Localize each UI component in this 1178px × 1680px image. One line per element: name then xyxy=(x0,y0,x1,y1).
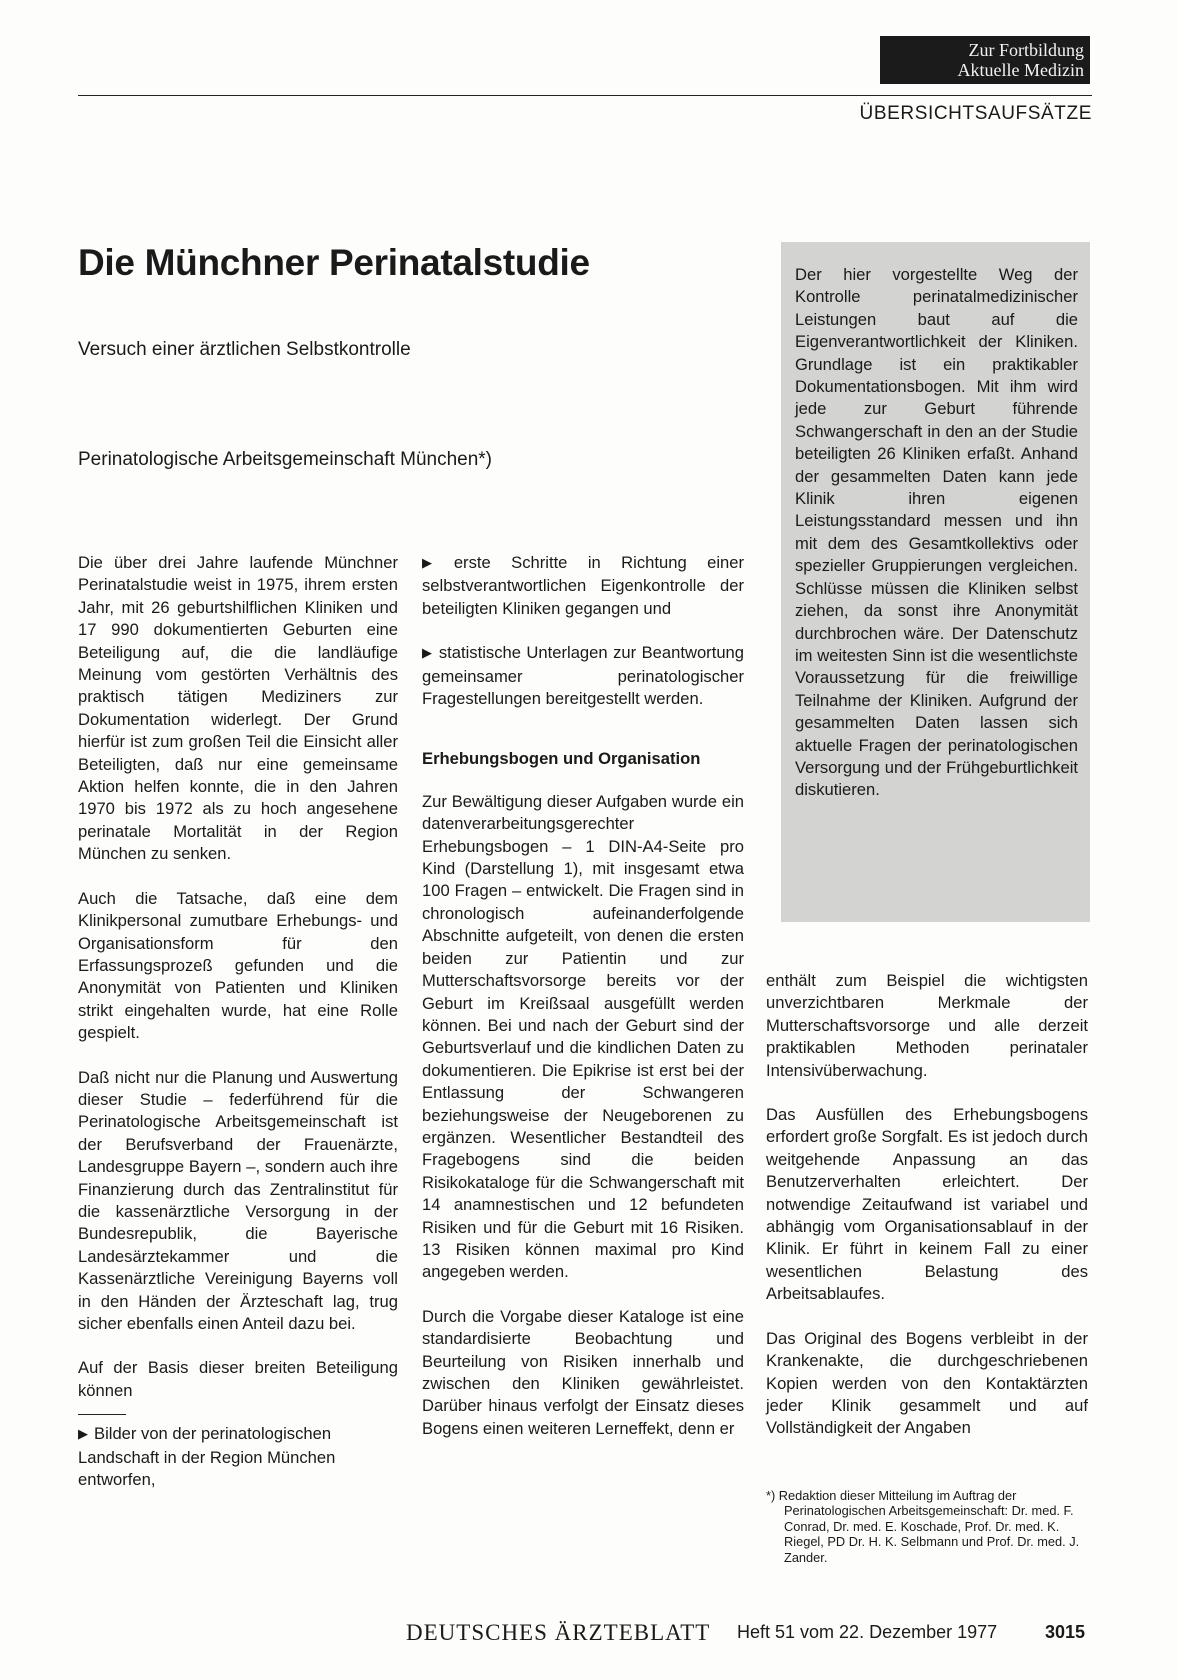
paragraph: Das Ausfüllen des Erhebungsbogens erfordert große Sorgfalt. Es ist jedoch durch weitgehende Anpassung an das Benutzerverhalten erleichtert. Der notwendige Zeitaufwand ist variabel und abhängig vom Organisationsablauf in der Klinik. Er führt in keinem Fall zu einer wesentlichen Belastung des Arbeitsablaufes. xyxy=(766,1105,1088,1304)
footnote-rule xyxy=(78,1414,126,1415)
article-title: Die Münchner Perinatalstudie xyxy=(78,242,590,283)
footer-journal-name: DEUTSCHES ÄRZTEBLATT xyxy=(406,1620,711,1645)
paragraph: Das Original des Bogens verbleibt in der Krankenakte, die durchgeschriebenen Kopien werden von den Kontaktärzten jeder Klinik gesammelt und auf Vollständigkeit der Angaben xyxy=(766,1328,1088,1438)
badge-line-fortbildung: Zur Fortbildung xyxy=(968,40,1084,60)
paragraph: Durch die Vorgabe dieser Kataloge ist eine standardisierte Beobachtung und Beurteilung von Risiken innerhalb und zwischen den Kliniken gewährleistet. Darüber hinaus verfolgt der Einsatz dieses Bogens einen weiteren Lerneffekt, denn er xyxy=(422,1306,744,1438)
text-column-2 xyxy=(422,552,744,1462)
section-heading: Erhebungsbogen und Organisation xyxy=(422,749,701,769)
bullet-text: statistische Unterlagen zur Beantwortung gemeinsamer perinatologischer Fragestellungen bereitgestellt werden. xyxy=(422,643,745,709)
paragraph: Auch die Tatsache, daß eine dem Klinikpersonal zumutbare Erhebungs- und Organisationsform für den Erfassungsprozeß gefunden und die Anonymität von Patienten und Kliniken strikt eingehalten wurde, hat eine Rolle gespielt. xyxy=(78,888,398,1043)
summary-text: Der hier vorgestellte Weg der Kontrolle perinatalmedizinischer Leistungen baut auf die Eigenverantwortlichkeit der Kliniken. Grundlage ist ein praktikabler Dokumentationsbogen. Mit ihm wird jede zur Geburt führende Schwangerschaft in den an der Studie beteiligten 26 Kliniken erfaßt. Anhand der gesammelten Daten kann jede Klinik ihren eigenen Leistungsstandard messen und ihn mit dem des Gesamtkollektivs oder spezieller Gruppierungen vergleichen. Schlüsse müssen die Kliniken selbst ziehen, da sonst ihre Anonymität durchbrochen wäre. Der Datenschutz im weitesten Sinn ist die wesentlichste Voraussetzung für die freiwillige Teilnahme der Kliniken. Aufgrund der gesammelten Daten lassen sich aktuelle Fragen der perinatologischen Versorgung und der Frühgeburtlichkeit diskutieren. xyxy=(795,265,1078,800)
paragraph: Zur Bewältigung dieser Aufgaben wurde ein datenverarbeitungsgerechter Erhebungsbogen – 1 DIN-A4-Seite pro Kind (Darstellung 1), mit insgesamt etwa 100 Fragen – entwickelt. Die Fragen sind in chronologisch aufeinanderfolgende Abschnitte aufgeteilt, von denen die ersten beiden zur Patientin und zur Mutterschaftsvorsorge bereits vor der Geburt im Kreißsaal ausgefüllt werden können. Bei und nach der Geburt sind der Geburtsverlauf und die kindlichen Daten zu dokumentieren. Die Epikrise ist erst bei der Entlassung der Schwangeren beziehungsweise der Neugeborenen zu ergänzen. Wesentlicher Bestandteil des Fragebogens sind die beiden Risikokataloge für die Schwangerschaft mit 14 anamnestischen und 12 befundeten Risiken und für die Geburt mit 16 Risiken. 13 Risiken können maximal pro Kind angegeben werden. xyxy=(422,791,744,1282)
badge-line-medizin: Aktuelle Medizin xyxy=(957,60,1084,80)
paragraph: Daß nicht nur die Planung und Auswertung dieser Studie – federführend für die Perinatologische Arbeitsgemeinschaft ist der Berufsverband der Frauenärzte, Landesgruppe Bayern –, sondern auch ihre Finanzierung durch das Zentralinstitut für die kassenärztliche Versorgung in der Bundesrepublik, die Bayerische Landesärztekammer und die Kassenärztliche Vereinigung Bayerns voll in den Händen der Ärzteschaft lag, trug sicher ebenfalls einen Anteil dazu bei. xyxy=(78,1067,398,1333)
category-badge xyxy=(880,36,1090,84)
paragraph: Auf der Basis dieser breiten Beteiligung können xyxy=(78,1358,398,1400)
paragraph: Die über drei Jahre laufende Münchner Perinatalstudie weist in 1975, ihrem ersten Jahr, mit 26 geburtshilflichen Kliniken und 17 990 dokumentierten Geburten eine Beteiligung auf, die die landläufige Meinung vom gestörten Verhältnis des praktisch tätigen Mediziners zur Dokumentation widerlegt. Der Grund hierfür ist zum großen Teil die Einsicht aller Beteiligten, daß nur eine gemeinsame Aktion helfen konnte, die in den Jahren 1970 bis 1972 als zu hoch angesehene perinatale Mortalität in der Region München zu senken. xyxy=(78,553,398,864)
footnote: *) Redaktion dieser Mitteilung im Auftrag der Perinatologischen Arbeitsgemeinschaft: Dr. med. F. Conrad, Dr. med. E. Koschade, Prof. Dr. med. K. Riegel, PD Dr. H. K. Selbmann und Prof. Dr. med. J. Zander. xyxy=(766,1488,1080,1565)
bullet-text: Bilder von der perinatologischen Landschaft in der Region München entworfen, xyxy=(78,1424,336,1490)
bullet-item xyxy=(78,1423,398,1491)
summary-box xyxy=(781,242,1090,922)
text-column-1 xyxy=(78,552,398,1513)
article-author: Perinatologische Arbeitsgemeinschaft München*) xyxy=(78,449,493,470)
bullet-text: erste Schritte in Richtung einer selbstverantwortlichen Eigenkontrolle der beteiligten Kliniken gegangen und xyxy=(422,553,744,618)
section-label: ÜBERSICHTSAUFSÄTZE xyxy=(859,103,1092,124)
bullet-item xyxy=(422,552,744,620)
article-subtitle: Versuch einer ärztlichen Selbstkontrolle xyxy=(78,339,411,360)
text-column-3 xyxy=(766,970,1088,1462)
header-rule xyxy=(78,95,1092,96)
paragraph: enthält zum Beispiel die wichtigsten unverzichtbaren Merkmale der Mutterschaftsvorsorge und alle derzeit praktikablen Methoden perinataler Intensivüberwachung. xyxy=(766,971,1088,1080)
page-number: 3015 xyxy=(1045,1622,1086,1642)
footer-issue: Heft 51 vom 22. Dezember 1977 xyxy=(737,1622,998,1642)
bullet-item xyxy=(422,642,744,710)
